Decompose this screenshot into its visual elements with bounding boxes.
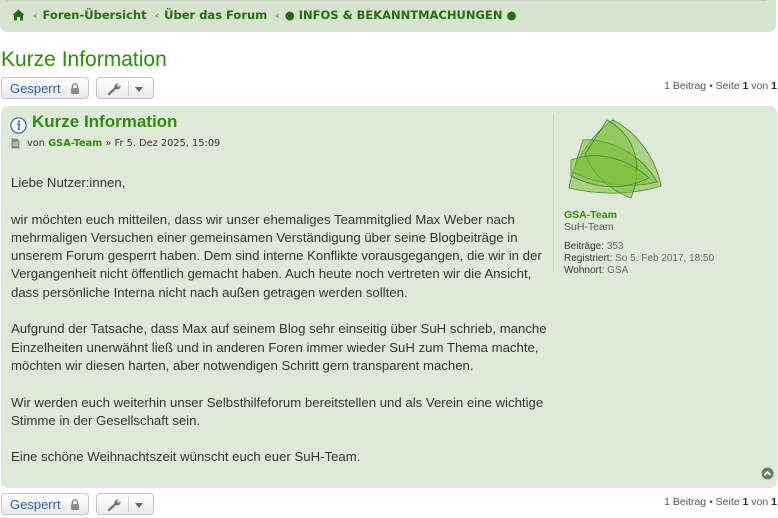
- topic-tools-button[interactable]: [96, 77, 154, 99]
- divider: [128, 81, 129, 96]
- profile-rank: SuH-Team: [564, 221, 614, 233]
- post-count-label: Beitrag: [672, 496, 707, 508]
- post-meta: [11, 138, 220, 149]
- locked-button-label: Gesperrt: [10, 496, 61, 512]
- post: [1, 106, 777, 488]
- current-page: 1: [742, 80, 749, 92]
- post-paragraph: Aufgrund der Tatsache, dass Max auf seinem Blog sehr einseitig über SuH schrieb, manche Einzelheiten unerwähnt ließ und in anderen Foren immer wieder SuH zum Thema machte, möchten wir diesen harten, aber notwendigen Schritt gern transparent machen.: [11, 321, 547, 373]
- pagination: [664, 496, 777, 508]
- page-label: Seite: [715, 80, 740, 92]
- post-paragraph: Eine schöne Weihnachtszeit wünscht euch euer SuH-Team.: [11, 449, 361, 465]
- lock-icon: [70, 499, 80, 510]
- pagination: [664, 80, 777, 92]
- of-label: von: [751, 80, 769, 92]
- profile-posts: [564, 241, 624, 252]
- profile-posts-value[interactable]: 353: [606, 241, 624, 252]
- profile-location: [564, 265, 628, 276]
- divider: [128, 497, 129, 512]
- wrench-icon: [108, 83, 122, 95]
- breadcrumb-separator: ‹: [275, 8, 280, 22]
- post-title[interactable]: Kurze Information: [32, 112, 178, 131]
- topic-tools-button[interactable]: [96, 493, 154, 515]
- page-title[interactable]: Kurze Information: [1, 48, 167, 71]
- profile-registered-value: So 5. Feb 2017, 18:50: [615, 253, 715, 264]
- wrench-icon: [108, 499, 122, 511]
- post-paragraph: wir möchten euch mitteilen, dass wir unser ehemaliges Teammitglied Max Weber nach mehrmaligen Versuchen einer gemeinsamen Verständigung über seine Blogbeiträge in unserem Forum gesperrt haben. Dem sind interne Konflikte vorausgegangen, die wir in der Vergangenheit nicht öffentlich gemacht haben. Auch heute noch vertreten wir die Ansicht, dass persönliche Interna nicht nach außen getragen werden sollten.: [11, 211, 542, 300]
- separator: •: [709, 80, 713, 92]
- breadcrumb-about-forum[interactable]: Über das Forum: [164, 8, 268, 22]
- meta-by: von: [27, 138, 46, 149]
- author-link[interactable]: GSA-Team: [48, 138, 103, 149]
- total-pages: 1: [771, 496, 777, 508]
- locked-button[interactable]: [1, 77, 89, 99]
- post-link-icon[interactable]: [11, 138, 20, 149]
- avatar[interactable]: [563, 116, 665, 200]
- breadcrumb-navbar: [0, 0, 776, 32]
- lock-icon: [70, 83, 80, 94]
- post-date: Fr 5. Dez 2025, 15:09: [114, 138, 221, 149]
- page-label: Seite: [715, 496, 740, 508]
- breadcrumb-separator: ‹: [33, 8, 38, 22]
- post-count: 1: [664, 496, 670, 508]
- chevron-down-icon: [135, 503, 143, 508]
- chevron-down-icon: [135, 87, 143, 92]
- action-bar-top: [1, 77, 777, 101]
- breadcrumb-forum-index[interactable]: Foren-Übersicht: [42, 8, 147, 22]
- current-page: 1: [742, 496, 749, 508]
- home-icon[interactable]: [12, 9, 25, 21]
- of-label: von: [751, 496, 769, 508]
- post-profile: [553, 114, 769, 276]
- post-paragraph: Wir werden euch weiterhin unser Selbsthilfeforum bereitstellen und als Verein eine wichtige Stimme in der Gesellschaft sein.: [11, 394, 544, 428]
- profile-registered-label: Registriert:: [564, 253, 613, 264]
- breadcrumb-announcements[interactable]: ● INFOS & BEKANNTMACHUNGEN ●: [284, 8, 517, 22]
- meta-arrow: »: [105, 138, 112, 149]
- profile-registered: [564, 253, 714, 264]
- action-bar-bottom: [1, 493, 777, 517]
- profile-location-label: Wohnort:: [564, 265, 605, 276]
- back-to-top-icon[interactable]: [761, 467, 774, 480]
- profile-posts-label: Beiträge:: [564, 241, 605, 252]
- separator: •: [709, 496, 713, 508]
- total-pages: 1: [771, 80, 777, 92]
- post-count: 1: [664, 80, 670, 92]
- breadcrumb: [12, 8, 516, 22]
- profile-location-value: GSA: [607, 265, 629, 276]
- post-content: [11, 174, 551, 485]
- locked-button[interactable]: [1, 493, 89, 515]
- post-paragraph: Liebe Nutzer:innen,: [11, 175, 126, 190]
- post-count-label: Beitrag: [672, 80, 707, 92]
- profile-username[interactable]: GSA-Team: [564, 209, 617, 221]
- info-icon: [10, 117, 27, 134]
- breadcrumb-separator: ‹: [154, 8, 160, 22]
- locked-button-label: Gesperrt: [10, 80, 61, 96]
